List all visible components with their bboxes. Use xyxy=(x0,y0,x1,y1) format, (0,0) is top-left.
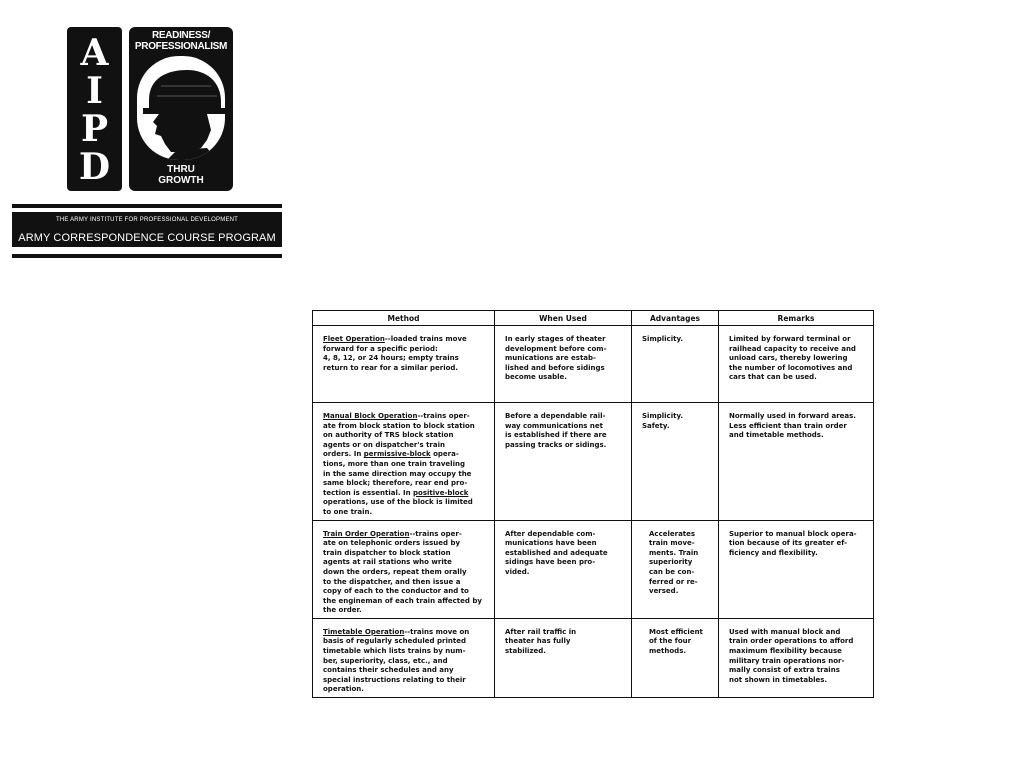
banner-top-rule xyxy=(12,204,282,208)
logo-motto-line4: GROWTH xyxy=(158,175,204,186)
method-cell xyxy=(313,326,495,403)
banner-bottom-rule xyxy=(12,254,282,258)
logo-letter-i: I xyxy=(86,70,103,112)
logo-motto-line2: PROFESSIONALISM xyxy=(134,41,228,52)
advantages-cell: Most efficient of the four methods. xyxy=(632,618,719,697)
method-description: --trains oper- ate from block station to block station on authority of TRS block station agents or on dispatcher's train orders. In xyxy=(323,412,475,459)
when-used-cell: After dependable com- munications have been established and adequate sidings have been pro- vided. xyxy=(495,520,632,618)
table-row xyxy=(313,520,874,618)
logo-letter-column xyxy=(67,27,122,191)
program-banner xyxy=(12,212,282,247)
method-cell xyxy=(313,520,495,618)
logo-motto-line3: THRU xyxy=(167,164,195,175)
method-title: Timetable Operation xyxy=(323,627,405,636)
method-title: Fleet Operation xyxy=(323,335,385,343)
aipd-logo xyxy=(67,27,233,191)
permissive-block-term: permissive-block xyxy=(363,450,431,459)
when-used-cell: After rail traffic in theater has fully stabilized. xyxy=(495,618,632,697)
method-title: Train Order Operation xyxy=(323,529,410,538)
positive-block-term: positive-block xyxy=(413,488,469,497)
logo-motto-top xyxy=(129,30,233,52)
logo-letter-a: A xyxy=(80,32,109,74)
method-description-end: operations, use of the block is limited to one train. xyxy=(323,498,473,516)
banner-title: ARMY CORRESPONDENCE COURSE PROGRAM xyxy=(18,232,276,244)
train-operation-methods-table xyxy=(312,310,874,698)
logo-motto-line1: READINESS/ xyxy=(151,30,211,41)
header-method: Method xyxy=(313,311,495,326)
banner-subtitle: THE ARMY INSTITUTE FOR PROFESSIONAL DEVELOPMENT xyxy=(55,217,239,223)
soldier-helmet-icon xyxy=(137,56,225,160)
table-row xyxy=(313,618,874,697)
remarks-cell: Superior to manual block opera- tion because of its greater ef- ficiency and flexibility. xyxy=(719,520,874,618)
table-header-row xyxy=(313,311,874,326)
logo-letter-p: P xyxy=(80,108,109,150)
when-used-cell: In early stages of theater development before com- munications are estab- lished and before sidings become usable. xyxy=(495,326,632,403)
logo-motto-bottom xyxy=(129,164,233,186)
remarks-cell: Used with manual block and train order operations to afford maximum flexibility because military train operations nor- mally consist of extra trains not shown in timetables. xyxy=(719,618,874,697)
table-row xyxy=(313,326,874,403)
when-used-cell: Before a dependable rail- way communications net is established if there are passing tracks or sidings. xyxy=(495,403,632,521)
logo-emblem xyxy=(129,27,233,191)
method-description: --trains oper- ate on telephonic orders issued by train dispatcher to block station agents at rail stations who write down the orders, repeat them orally to the dispatcher, and then issue a copy of each to the conductor and to the engineman of each train affected by the order. xyxy=(323,529,482,615)
method-cell xyxy=(313,618,495,697)
logo-letter-d: D xyxy=(78,146,111,188)
header-when-used: When Used xyxy=(495,311,632,326)
remarks-cell: Normally used in forward areas. Less efficient than train order and timetable methods. xyxy=(719,403,874,521)
method-description: --loaded trains move forward for a specific period: 4, 8, 12, or 24 hours; empty trains return to rear for a similar period. xyxy=(323,335,467,372)
remarks-cell: Limited by forward terminal or railhead capacity to receive and unload cars, thereby lowering the number of locomotives and cars that can be used. xyxy=(719,326,874,403)
method-cell xyxy=(313,403,495,521)
advantages-cell: Simplicity. xyxy=(632,326,719,403)
header-advantages: Advantages xyxy=(632,311,719,326)
advantages-cell: Simplicity. Safety. xyxy=(632,403,719,521)
table-row xyxy=(313,403,874,521)
header-remarks: Remarks xyxy=(719,311,874,326)
method-title: Manual Block Operation xyxy=(323,412,418,420)
method-description: --trains move on basis of regularly scheduled printed timetable which lists trains by num- ber, superiority, class, etc., and contains their schedules and any special instructions relating to their operation. xyxy=(323,627,470,694)
method-description-cont: opera- tions, more than one train traveling in the same direction may occupy the same block; therefore, rear end pro- tection is essential. In xyxy=(323,450,472,497)
advantages-cell: Accelerates train move- ments. Train superiority can be con- ferred or re- versed. xyxy=(632,520,719,618)
